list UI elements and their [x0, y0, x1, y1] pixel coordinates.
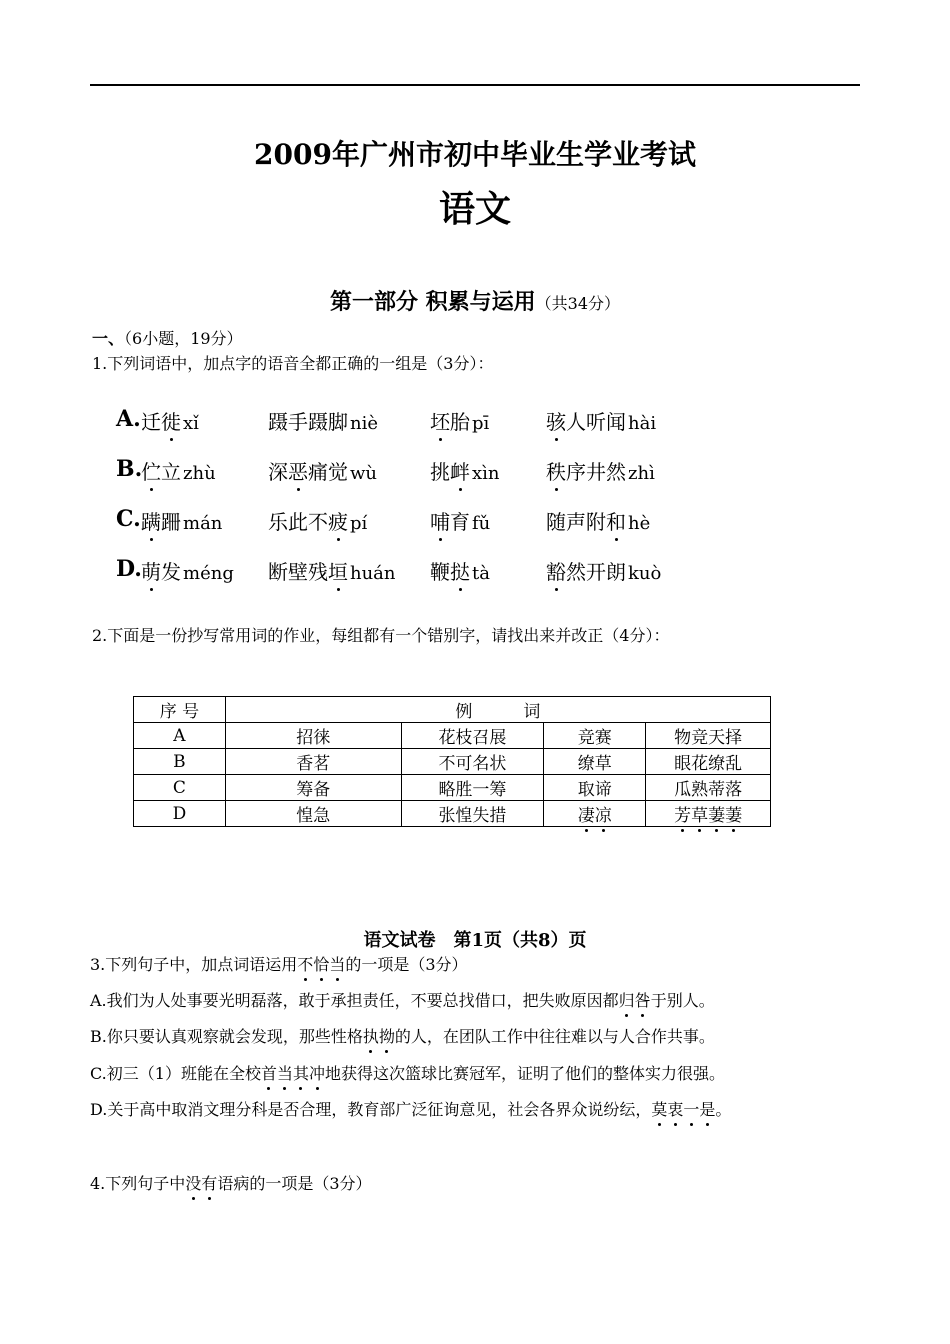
word-text: 断壁残 [268, 560, 328, 584]
dotted-char: 凉 [595, 801, 612, 826]
word-text: 跚 [161, 510, 181, 534]
word-cell: 竞赛 [544, 723, 646, 749]
word-cell: 招徕 [225, 723, 401, 749]
word-cell: 略胜一筹 [401, 775, 544, 801]
q3-option-d [90, 1097, 731, 1120]
option-letter: B. [116, 456, 143, 482]
word-text: 痛觉 [308, 460, 348, 484]
question-4-stem [90, 1171, 372, 1194]
option-text: 关于高中取消文理分科是否合理，教育部广泛征询意见，社会各界众说纷纭， [107, 1100, 652, 1119]
option-letter: A. [116, 406, 141, 432]
word-text: 胎 [450, 410, 470, 434]
table-row [134, 801, 771, 827]
word-text: 挑 [430, 460, 450, 484]
table-row [134, 723, 771, 749]
option-text: 你只要认真观察就会发现，那些性格 [106, 1027, 363, 1046]
option-text: 。 [715, 1100, 732, 1119]
question-4-stem-text: 4.下列句子中没有语病的一项是（3分） [90, 1174, 372, 1193]
dotted-char: 是 [699, 1097, 715, 1120]
word-text: 鞭 [430, 560, 450, 584]
row-id: C [134, 775, 226, 801]
question-2-stem: 2.下面是一份抄写常用词的作业，每组都有一个错别字，请找出来并改正（4分）： [92, 626, 670, 645]
table-header-row [134, 697, 771, 723]
dotted-char: 咎 [635, 988, 651, 1011]
dotted-char: 坯 [430, 406, 450, 435]
option-row-c [116, 506, 716, 540]
word-text: 人听闻 [566, 410, 626, 434]
word-cell: 花枝召展 [401, 723, 544, 749]
pinyin: pī [472, 413, 490, 434]
pinyin: zhù [183, 463, 216, 484]
option-text: 初三（1）班能在全校 [106, 1064, 261, 1083]
question-3-stem [90, 952, 468, 975]
pinyin: hè [628, 513, 651, 534]
word-text: 蹑手蹑脚 [268, 410, 348, 434]
dotted-char: 和 [606, 506, 626, 535]
question-1-stem: 1.下列词语中，加点字的语音全都正确的一组是（3分）： [92, 354, 494, 373]
option-row-d [116, 556, 716, 590]
dotted-char: 冲 [309, 1061, 325, 1084]
option-letter: C. [116, 506, 141, 532]
word-cell: 惶急 [225, 801, 401, 827]
header-no: 序 号 [134, 697, 226, 723]
header-words: 例 词 [225, 697, 770, 723]
word-item [141, 406, 199, 435]
dotted-char: 疲 [328, 506, 348, 535]
word-item [268, 406, 378, 435]
question-3-stem-text: 3.下列句子中，加点词语运用不恰当的一项是（3分） [90, 955, 468, 974]
q3-option-b [90, 1024, 715, 1047]
dotted-char: 挞 [450, 556, 470, 585]
part-score: （共34分） [535, 294, 621, 313]
table-row [134, 775, 771, 801]
dotted-char: 秩 [546, 456, 566, 485]
dotted-char: 垣 [328, 556, 348, 585]
section-note: （6小题，19分） [124, 329, 243, 348]
word-cell: 眼花缭乱 [646, 749, 771, 775]
option-text: 于别人。 [650, 991, 715, 1010]
word-cell [646, 801, 771, 827]
section-heading [92, 326, 243, 349]
subject-title: 语文 [438, 188, 511, 230]
word-text: 序井然 [566, 460, 626, 484]
dotted-char: 衷 [667, 1097, 683, 1120]
word-item [268, 456, 377, 485]
option-letter: C. [90, 1064, 107, 1083]
dotted-char: 豁 [546, 556, 566, 585]
word-item [268, 556, 396, 585]
word-text: 然开朗 [566, 560, 626, 584]
dotted-char: 拗 [379, 1024, 395, 1047]
word-text: 育 [450, 510, 470, 534]
dotted-phrase [619, 991, 651, 1010]
word-item [430, 456, 500, 485]
word-text: 乐此不 [268, 510, 328, 534]
word-text: 迁 [141, 410, 161, 434]
part-title [0, 285, 950, 316]
option-letter: D. [90, 1100, 108, 1119]
pinyin: niè [350, 413, 379, 434]
option-text: 我们为人处事要光明磊落，敢于承担责任，不要总找借口，把失败原因都 [106, 991, 619, 1010]
word-item [546, 506, 650, 535]
row-id: A [134, 723, 226, 749]
exam-title: 2009年广州市初中毕业生学业考试 [254, 138, 696, 171]
word-item [546, 556, 661, 585]
pinyin: wù [350, 463, 377, 484]
dotted-char: 草 [691, 801, 708, 826]
word-text: 发 [161, 560, 181, 584]
dotted-char: 骇 [546, 406, 566, 435]
word-item [546, 406, 656, 435]
word-text: 立 [161, 460, 181, 484]
word-cell: 筹备 [225, 775, 401, 801]
word-item [141, 556, 234, 585]
word-item [430, 406, 489, 435]
pinyin: huán [350, 563, 396, 584]
word-item [141, 456, 216, 485]
option-letter: D. [116, 556, 142, 582]
pinyin: zhì [628, 463, 655, 484]
row-id: B [134, 749, 226, 775]
dotted-phrase [261, 1064, 325, 1083]
header-rule [90, 84, 860, 86]
page-footer: 语文试卷 第1页（共8）页 [363, 930, 587, 951]
q3-option-a [90, 988, 715, 1011]
pinyin: méng [183, 563, 234, 584]
dotted-phrase [651, 1100, 715, 1119]
dotted-char: 萋 [725, 801, 742, 826]
pinyin: kuò [628, 563, 662, 584]
word-cell: 物竞天择 [646, 723, 771, 749]
dotted-char: 芳 [674, 801, 691, 826]
word-cell: 缭草 [544, 749, 646, 775]
word-cell: 不可名状 [401, 749, 544, 775]
dotted-char: 伫 [141, 456, 161, 485]
row-id: D [134, 801, 226, 827]
part-title-text: 第一部分 积累与运用 [329, 289, 536, 315]
pinyin: hài [628, 413, 657, 434]
dotted-char: 归 [619, 988, 635, 1011]
section-label: 一、 [92, 329, 125, 348]
word-cell: 香茗 [225, 749, 401, 775]
pinyin: mán [183, 513, 223, 534]
dotted-char: 一 [683, 1097, 699, 1120]
option-row-b [116, 456, 716, 490]
word-cell: 张惶失措 [401, 801, 544, 827]
pinyin: tà [472, 563, 490, 584]
word-item [430, 556, 490, 585]
q3-option-c [90, 1061, 725, 1084]
dotted-char: 萌 [141, 556, 161, 585]
dotted-char: 萋 [708, 801, 725, 826]
option-text: 地获得这次篮球比赛冠军，证明了他们的整体实力很强。 [325, 1064, 726, 1083]
dotted-char: 衅 [450, 456, 470, 485]
word-item [141, 506, 222, 535]
dotted-char: 其 [293, 1061, 309, 1084]
dotted-char: 恶 [288, 456, 308, 485]
option-letter: A. [90, 991, 107, 1010]
option-row-a [116, 406, 716, 440]
word-text: 随声附 [546, 510, 606, 534]
option-text: 的人，在团队工作中往往难以与人合作共事。 [394, 1027, 715, 1046]
dotted-char: 莫 [651, 1097, 667, 1120]
dotted-char: 执 [363, 1024, 379, 1047]
pinyin: fǔ [472, 513, 491, 534]
word-table [133, 696, 771, 827]
word-item [268, 506, 367, 535]
pinyin: xìn [472, 463, 500, 484]
word-cell: 取谛 [544, 775, 646, 801]
dotted-char: 凄 [578, 801, 595, 826]
word-cell [544, 801, 646, 827]
dotted-char: 徙 [161, 406, 181, 435]
dotted-char: 哺 [430, 506, 450, 535]
word-cell: 瓜熟蒂落 [646, 775, 771, 801]
dotted-phrase [363, 1027, 395, 1046]
dotted-char: 当 [277, 1061, 293, 1084]
dotted-char: 蹒 [141, 506, 161, 535]
word-text: 深 [268, 460, 288, 484]
table-row [134, 749, 771, 775]
pinyin: xǐ [183, 413, 199, 434]
word-item [546, 456, 655, 485]
dotted-char: 首 [261, 1061, 277, 1084]
pinyin: pí [350, 513, 368, 534]
option-letter: B. [90, 1027, 107, 1046]
word-item [430, 506, 490, 535]
